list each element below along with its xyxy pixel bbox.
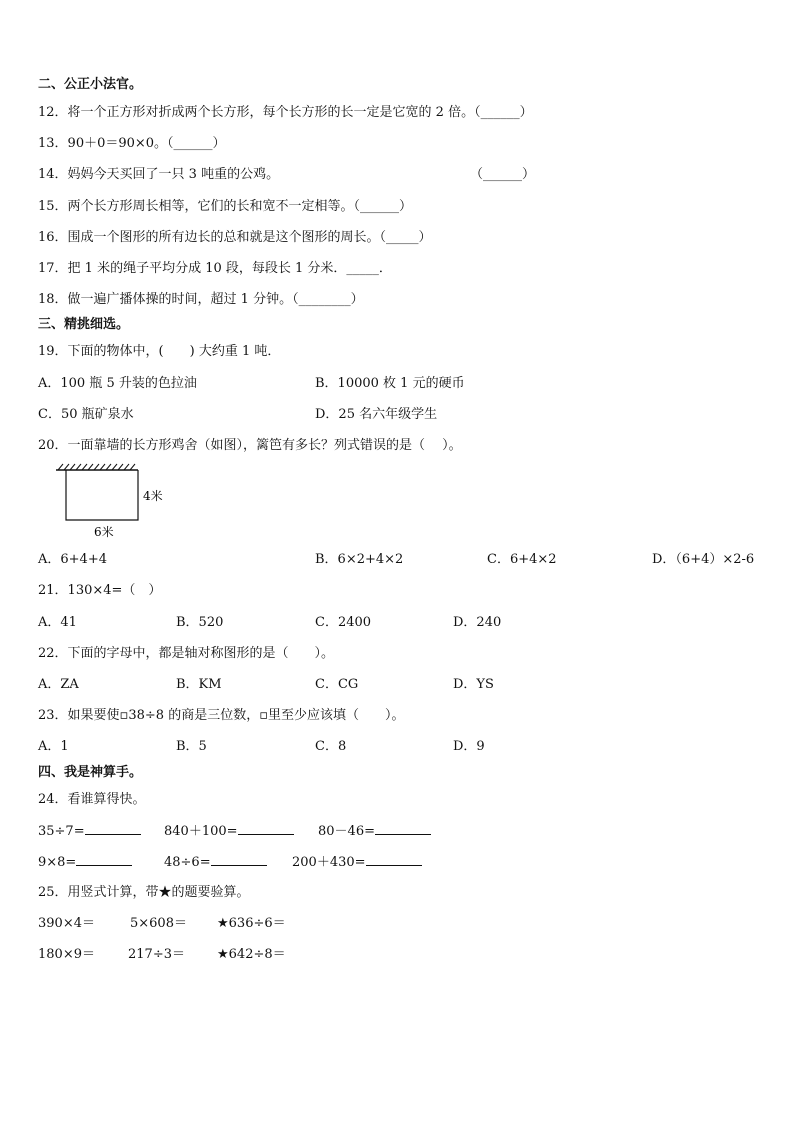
question-20-option-b: B．6×2+4×2 [315, 552, 404, 567]
question-24-stem: 24．看谁算得快。 [38, 792, 146, 807]
question-24-expression: 9×8= [38, 855, 77, 870]
question-14-text: 14．妈妈今天买回了一只 3 吨重的公鸡。 [38, 167, 280, 182]
question-24-expression: 200＋430= [292, 855, 366, 870]
question-25-expression: ★636÷6＝ [217, 916, 286, 931]
answer-blank [366, 853, 422, 866]
question-25-expression: 5×608＝ [130, 916, 187, 931]
question-24-item [164, 822, 294, 841]
question-23-option-b: B．5 [176, 739, 207, 754]
answer-blank [85, 822, 141, 835]
question-25-expression: 217÷3＝ [128, 947, 185, 962]
section-3-title: 三、精挑细选。 [38, 317, 130, 332]
section-2-title: 二、公正小法官。 [38, 77, 143, 92]
question-24-item [38, 822, 141, 841]
figure-width-label: 6米 [94, 525, 114, 539]
question-23-stem: 23．如果要使▫38÷8 的商是三位数，▫里至少应该填（ ）。 [38, 708, 405, 723]
question-20-stem: 20．一面靠墙的长方形鸡舍（如图），篱笆有多长？列式错误的是（ ）。 [38, 438, 462, 453]
question-21-stem: 21．130×4=（ ） [38, 583, 162, 598]
question-24-item [164, 853, 267, 872]
question-19-option-d: D．25 名六年级学生 [315, 407, 438, 422]
question-19-stem: 19．下面的物体中，( ) 大约重 1 吨． [38, 344, 281, 359]
chicken-coop-figure [52, 462, 172, 546]
question-21-option-b: B．520 [176, 615, 224, 630]
question-14-blank: （______） [470, 167, 536, 182]
question-17: 17．把 1 米的绳子平均分成 10 段，每段长 1 分米．_____． [38, 261, 392, 276]
question-19-option-c: C．50 瓶矿泉水 [38, 407, 134, 422]
question-22-option-b: B．KM [176, 677, 222, 692]
answer-blank [238, 822, 294, 835]
question-23-option-d: D．9 [453, 739, 485, 754]
answer-blank [211, 853, 267, 866]
question-20-option-c: C．6+4×2 [487, 552, 557, 567]
question-19-option-a: A．100 瓶 5 升装的色拉油 [38, 376, 197, 391]
question-23-option-c: C．8 [315, 739, 347, 754]
question-24-item [292, 853, 422, 872]
section-4-title: 四、我是神算手。 [38, 765, 143, 780]
figure-height-label: 4米 [143, 489, 163, 503]
question-18: 18．做一遍广播体操的时间，超过 1 分钟。（________） [38, 292, 364, 307]
question-24-expression: 80－46= [318, 824, 375, 839]
answer-blank [76, 853, 132, 866]
question-24-expression: 48÷6= [164, 855, 211, 870]
question-24-item [318, 822, 431, 841]
question-21-option-d: D．240 [453, 615, 502, 630]
question-15: 15．两个长方形周长相等，它们的长和宽不一定相等。（______） [38, 199, 413, 214]
question-22-stem: 22．下面的字母中，都是轴对称图形的是（ ）。 [38, 646, 335, 661]
question-21-option-a: A．41 [38, 615, 77, 630]
question-24-expression: 840＋100= [164, 824, 238, 839]
question-16: 16．围成一个图形的所有边长的总和就是这个图形的周长。（_____） [38, 230, 432, 245]
answer-blank [375, 822, 431, 835]
question-24-expression: 35÷7= [38, 824, 85, 839]
question-24-item [38, 853, 132, 872]
question-20-option-d: D．（6+4）×2-6 [652, 552, 755, 567]
question-21-option-c: C．2400 [315, 615, 372, 630]
question-22-option-a: A．ZA [38, 677, 79, 692]
question-12: 12．将一个正方形对折成两个长方形，每个长方形的长一定是它宽的 2 倍。（______） [38, 105, 533, 120]
question-25-expression: 180×9＝ [38, 947, 95, 962]
question-25-stem: 25．用竖式计算，带★的题要验算。 [38, 885, 250, 900]
question-25-expression: 390×4＝ [38, 916, 95, 931]
question-13: 13．90＋0＝90×0。（______） [38, 136, 226, 151]
question-23-option-a: A．1 [38, 739, 69, 754]
question-20-option-a: A．6+4+4 [38, 552, 107, 567]
question-19-option-b: B．10000 枚 1 元的硬币 [315, 376, 465, 391]
question-22-option-d: D．YS [453, 677, 494, 692]
question-22-option-c: C．CG [315, 677, 359, 692]
question-25-expression: ★642÷8＝ [217, 947, 286, 962]
